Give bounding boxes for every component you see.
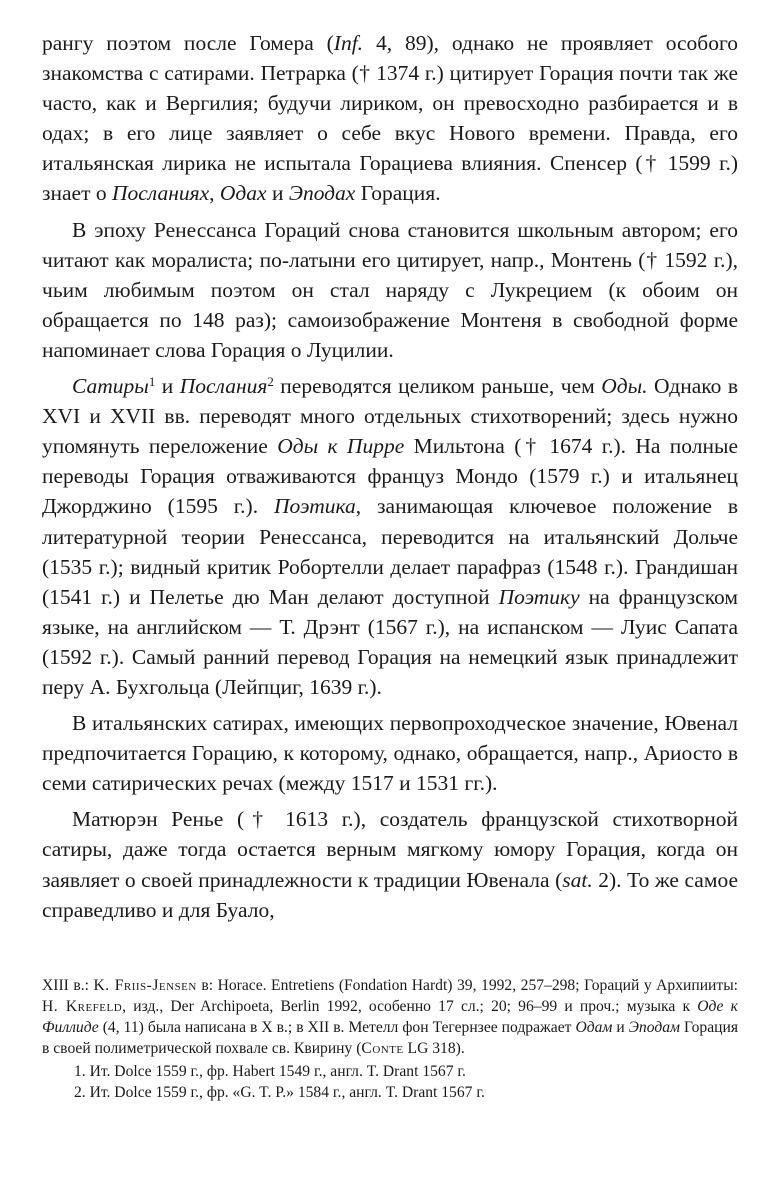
italic-text: Поэтика [274,494,356,519]
paragraph [42,708,738,798]
italic-text: Эподах [288,181,356,206]
text-run: и [266,181,289,206]
italic-text: Одах [219,181,267,206]
footnote-number: 1. [74,1062,86,1080]
italic-text: Inf. [333,31,364,55]
paragraph [42,28,738,209]
text-run: В эпоху Ренессанса Гораций снова становится школьным автором; его читают как моралиста; по-латыни его цитирует, напр., Монтень († 1592 г.), чьим любимым поэтом он стал наряду с Лукрецием (к обоим он обращается по 148 раз); самоизображение Монтеня в свободной форме напоминает слова Горация о Луцилии. [42,217,738,362]
text-run: Однако в XVI и XVII вв. переводят много отдельных стихотворений; здесь нужно упомянуть переложение [42,374,738,459]
text-run: Матюрэн Ренье († 1613 г.), создатель французской стихотворной сатиры, даже тогда остается верным мягкому юмору Горация, когда он заявляет о своей принадлежности к традиции Ювенала ( [42,807,738,892]
text-run: переводятся целиком раньше, чем [273,374,602,399]
text-run: в: Horace. Entretiens (Fondation Hardt) 39, 1992, 257–298; Гораций у Архипииты: [196,976,739,994]
italic-text: sat. [562,867,593,892]
italic-text: Оде к Филлиде [42,997,738,1037]
footnote-text: Ит. Dolce 1559 г., фр. «G. T. P.» 1584 г., англ. T. Drant 1567 г. [89,1083,485,1101]
footnote-item [42,1082,738,1103]
footnote-list [42,1061,738,1103]
text-run: 4, 89), однако не проявляет особого знакомства с сатирами. Петрарка († 1374 г.) цитирует Горация почти так же часто, как и Вергилия; будучи лириком, он превосходно разбирается и в одах; в его лице заявляет о себе вкус Нового времени. Правда, его итальянская лирика не испытала Горациева влияния. Спенсер († 1599 г.) знает о [42,31,738,206]
footnote-marker: 1 [148,374,156,389]
text-run: LG 318). [403,1040,465,1058]
text-run: на французском языке, на английском — Т. Дрэнт (1567 г.), на испанском — Луис Сапата (1592 г.). Самый ранний перевод Горация на немецкий язык принадлежит перу А. Бухгольца (Лейпциг, 1639 г.). [42,584,739,699]
text-run: , занимающая ключевое положение в литературной теории Ренессанса, переводится на итальянский Дольче (1535 г.); видный критик Робортелли делает парафраз (1548 г.). Грандишан (1541 г.) и Пелетье дю Ман делают доступной [42,494,738,609]
italic-text: Оды к Пирре [277,434,405,459]
author-name: H. Krefeld [42,997,123,1015]
text-run: и [155,374,180,399]
footnote-number: 2. [74,1083,86,1101]
text-run: рангу поэтом после Гомера ( [42,31,334,55]
paragraph [42,804,738,924]
italic-text: Поэтику [498,584,580,609]
book-page [42,28,738,1103]
footnote-continuation [42,975,738,1060]
text-run: Мильтона († 1674 г.). На полные переводы Горация отваживаются француз Мондо (1579 г.) и итальянец Джорджино (1595 г.). [42,434,738,519]
text-run: и [612,1019,629,1037]
italic-text: Эподам [628,1019,680,1037]
author-name: Conte [361,1040,404,1058]
footnote-text: Ит. Dolce 1559 г., фр. Habert 1549 г., англ. T. Drant 1567 г. [89,1062,466,1080]
text-run: (4, 11) была написана в X в.; в XII в. Метелл фон Тегернзее подражает [98,1019,576,1037]
text-run: , изд., Der Archipoeta, Berlin 1992, особенно 17 сл.; 20; 96–99 и проч.; музыка к [122,997,698,1015]
text-run: В итальянских сатирах, имеющих первопроходческое значение, Ювенал предпочитается Горацию, к которому, однако, обращается, напр., Ариосто в семи сатирических речах (между 1517 и 1531 гг.). [42,711,738,796]
text-run: Горация. [355,181,441,206]
italic-text: Посланиях [111,181,210,206]
footnote-item [42,1061,738,1082]
text-run: , [209,181,220,206]
paragraph [42,215,738,365]
italic-text: Сатиры [72,374,149,399]
footnote-marker: 2 [267,374,274,389]
italic-text: Оды. [601,374,648,399]
author-name: K. Friis-Jensen [93,976,197,994]
main-text [42,28,738,925]
text-run: XIII в.: [42,976,94,994]
italic-text: Одам [575,1019,613,1037]
paragraph [42,371,738,702]
footnotes [42,975,738,1103]
text-run: Горация в своей полиметрической похвале св. Квирину ( [42,1019,738,1058]
text-run: 2). То же самое справедливо и для Буало, [42,867,738,922]
italic-text: Послания [179,374,268,399]
